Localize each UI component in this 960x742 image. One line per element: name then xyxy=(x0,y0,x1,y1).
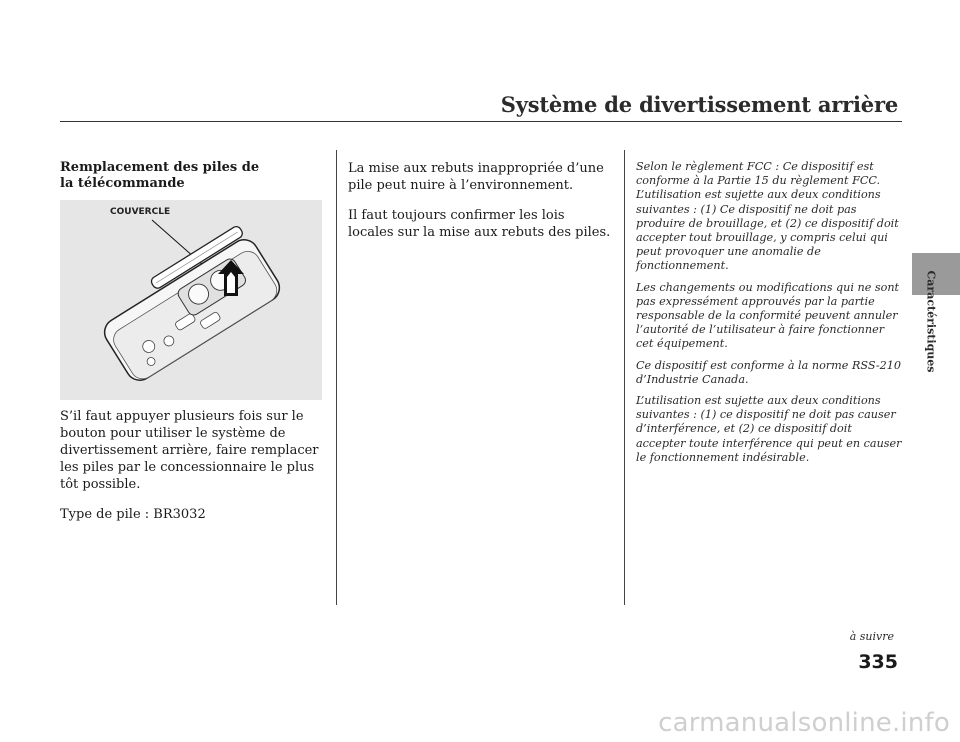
column-divider xyxy=(336,150,337,605)
battery-replacement-section xyxy=(60,160,322,536)
remote-battery-figure xyxy=(60,200,322,400)
header-rule xyxy=(60,121,902,122)
fcc-notice: Selon le règlement FCC : Ce dispositif est conforme à la Partie 15 du règlement FCC. L’utilisation est sujette aux deux conditions suivantes : (1) Ce dispositif ne doit pas produire de brouillage, et (2) ce dispositif doit accepter tout brouillage, y compris celui qui peut provoquer une anomalie de fonctionnement. xyxy=(636,160,899,273)
industry-canada-notice: Ce dispositif est conforme à la norme RSS-210 d’Industrie Canada. xyxy=(636,358,902,386)
conditions-notice: L’utilisation est sujette aux deux conditions suivantes : (1) ce dispositif ne doit pas causer d’interférence, et (2) ce dispositif doit accepter toute interférence qui peut en causer le fonctionnement indésirable. xyxy=(636,394,902,464)
modification-notice: Les changements ou modifications qui ne sont pas expressément approuvés par la partie responsable de la conformité peuvent annuler l’autorité de l’utilisateur à faire fonctionner cet équipement. xyxy=(636,280,900,351)
watermark: carmanualsonline.info xyxy=(658,708,950,738)
page-title: Système de divertissement arrière xyxy=(500,92,898,117)
remote-body xyxy=(92,223,285,386)
column-divider xyxy=(624,150,625,605)
page-number: 335 xyxy=(858,651,898,673)
figure-label-cover: COUVERCLE xyxy=(110,207,171,217)
regulatory-notice xyxy=(636,160,904,472)
paragraph: S’il faut appuyer plusieurs fois sur le bouton pour utiliser le système de divertissement arrière, faire remplacer les piles par le concessionnaire le plus tôt possible. xyxy=(60,409,319,492)
section-heading: Remplacement des piles de la télécommande xyxy=(60,160,260,191)
remote-control-illustration xyxy=(60,200,322,400)
disposal-section xyxy=(348,160,613,254)
chapter-tab-label: Caractéristiques xyxy=(924,270,938,373)
paragraph: La mise aux rebuts inappropriée d’une pile peut nuire à l’environnement. xyxy=(348,161,604,193)
continued-marker: à suivre xyxy=(849,630,894,643)
battery-type: Type de pile : BR3032 xyxy=(60,507,206,522)
paragraph: Il faut toujours confirmer les lois locales sur la mise aux rebuts des piles. xyxy=(348,208,611,240)
